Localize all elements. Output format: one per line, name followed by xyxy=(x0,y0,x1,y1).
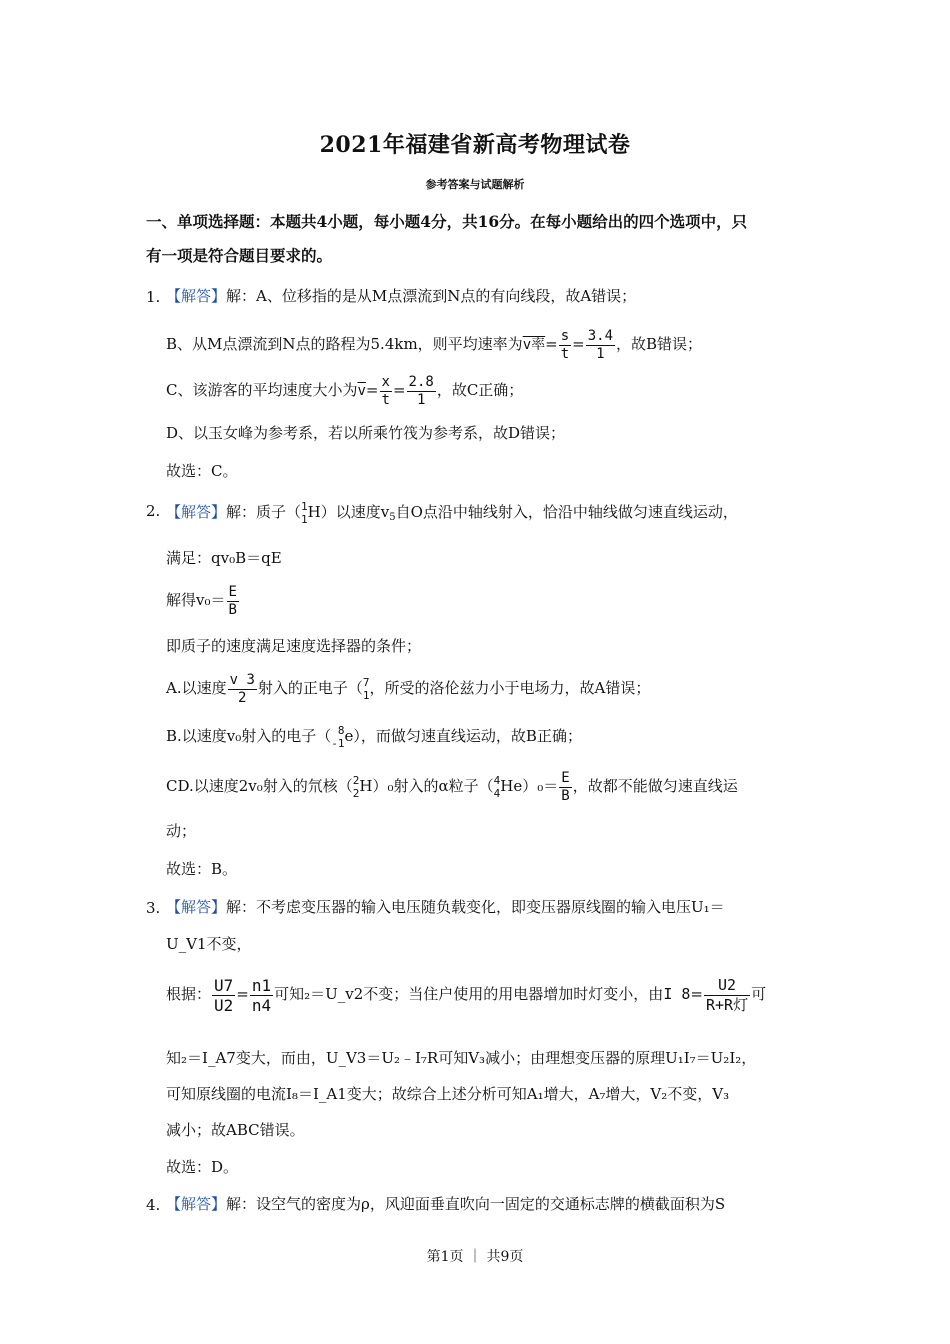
q1-number: 1. xyxy=(146,288,161,306)
q1-text-1: 解：A、位移指的是从M点漂流到N点的有向线段，故A错误； xyxy=(226,287,637,305)
nuclide-symbol: 7 1 xyxy=(362,676,370,702)
current-symbol: I 8 xyxy=(663,985,691,1003)
q2-line2: 满足：qv₀B＝qE xyxy=(166,549,282,567)
q1-text-3b: ，故C正确； xyxy=(436,381,524,399)
fraction-v3-over-2: $\frac{v 3}{2}$ xyxy=(229,671,255,706)
fraction-x-over-t: $\frac{x}{t}$ xyxy=(381,373,390,408)
q1-line1 xyxy=(166,286,636,306)
fraction-U2-over-R-plus-Rlamp: $\frac{U2}{\text{R+R灯}}$ xyxy=(705,975,749,1014)
nuclide-symbol: 1 1 xyxy=(301,500,308,526)
q2-line8: 动； xyxy=(166,822,197,840)
page-footer: 第1页 ｜ 共9页 xyxy=(426,1249,524,1265)
answer-tag: 【解答】 xyxy=(166,1195,227,1213)
q3-line6: 减小；故ABC错误。 xyxy=(166,1121,305,1139)
page-subtitle: 参考答案与试题解析 xyxy=(425,178,525,191)
q1-text-2a: B、从M点漂流到N点的路程为5.4km，则平均速率为 xyxy=(166,335,523,353)
q2-line4: 即质子的速度满足速度选择器的条件； xyxy=(166,637,422,655)
fraction-s-over-t: $\frac{s}{t}$ xyxy=(560,327,570,362)
q1-line4: D、以玉女峰为参考系，若以所乘竹筏为参考系，故D错误； xyxy=(166,424,566,442)
q2-line9: 故选：B。 xyxy=(166,860,238,878)
fraction-E-over-B: $\frac{E}{B}$ xyxy=(228,583,237,618)
q3-line2: U_V1不变， xyxy=(166,935,252,953)
q2-line1: 【解答】解：质子（ 1 1 H）以速度$v_5$自O点沿中轴线射入，恰沿中轴线做匀速直线运动， xyxy=(166,500,738,526)
answer-tag: 【解答】 xyxy=(166,898,227,916)
answer-tag: 【解答】 xyxy=(166,503,227,521)
fraction-n1-over-n4: $\frac{n1}{n4}$ xyxy=(251,975,272,1015)
nuclide-symbol: 4 4 xyxy=(493,774,501,800)
q1-line2: B、从M点漂流到N点的路程为5.4km，则平均速率为v率= $\frac{s}{t}$ = $\frac{3.4}{1}$ ，故B错误； xyxy=(166,327,703,362)
section-heading-line1: 一、单项选择题：本题共4小题，每小题4分，共16分。在每小题给出的四个选项中，只 xyxy=(146,212,748,231)
q3-number: 3. xyxy=(146,899,161,917)
fraction-U7-over-U2: $\frac{U7}{U2}$ xyxy=(214,975,234,1015)
q1-line5: 故选：C。 xyxy=(166,462,238,480)
q4-line1: 【解答】解：设空气的密度为ρ，风迎面垂直吹向一固定的交通标志牌的横截面积为S xyxy=(166,1195,726,1213)
q3-line1: 【解答】解：不考虑变压器的输入电压随负载变化，即变压器原线圈的输入电压U₁＝ xyxy=(166,898,725,916)
q2-line5: A.以速度 $\frac{v 3}{2}$ 射入的正电子（ 7 1 ，所受的洛伦兹力小于电场力，故A错误； xyxy=(166,671,651,706)
nuclide-symbol: 8 -1 xyxy=(331,724,345,750)
q1-text-2b: ，故B错误； xyxy=(616,335,703,353)
q1-line3: C、该游客的平均速度大小为$\overline{v}=$ $\frac{x}{t}$ = $\frac{2.8}{1}$ ，故C正确； xyxy=(166,373,524,408)
q4-number: 4. xyxy=(146,1196,161,1214)
q3-line5: 可知原线圈的电流I₈＝I_A1变大；故综合上述分析可知A₁增大，A₇增大，V₂不变，V₃ xyxy=(166,1085,730,1103)
fraction-2.8-over-1: $\frac{2.8}{1}$ xyxy=(408,373,434,408)
q3-line4: 知₂＝I_A7变大，而由，U_V3＝U₂﹣I₇R可知V₃减小；由理想变压器的原理U₁I₇＝U₂I₂， xyxy=(166,1049,757,1067)
q2-line7: CD.以速度2v₀射入的氘核（ 2 2 H）₀射入的α粒子（ 4 4 He）₀＝ $\frac{E}{B}$ ，故都不能做匀速直线运 xyxy=(166,769,738,804)
nuclide-symbol: 2 2 xyxy=(352,774,360,800)
fraction-E-over-B: $\frac{E}{B}$ xyxy=(561,769,570,804)
page-title: 2021年福建省新高考物理试卷 xyxy=(319,132,631,158)
q1-text-3a: C、该游客的平均速度大小为 xyxy=(166,381,358,399)
q2-line6: B.以速度v₀射入的电子（ 8 -1 e），而做匀速直线运动，故B正确； xyxy=(166,724,582,750)
q3-line7: 故选：D。 xyxy=(166,1158,239,1176)
avg-velocity-symbol: $\overline{v}$ xyxy=(357,383,366,399)
avg-speed-symbol: v率 xyxy=(522,337,546,353)
q2-number: 2. xyxy=(146,502,161,520)
section-heading-line2: 有一项是符合题目要求的。 xyxy=(146,246,333,265)
q3-line3: 根据： $\frac{U7}{U2}$ = $\frac{n1}{n4}$ 可知₂＝U_v2不变；当住户使用的用电器增加时灯变小，由I 8= $\frac{U2}{\text{R+R灯}}$ 可 xyxy=(166,975,767,1015)
fraction-3.4-over-1: $\frac{3.4}{1}$ xyxy=(587,327,614,362)
q2-line3: 解得v₀＝ $\frac{E}{B}$ xyxy=(166,583,237,618)
answer-tag: 【解答】 xyxy=(166,287,227,305)
